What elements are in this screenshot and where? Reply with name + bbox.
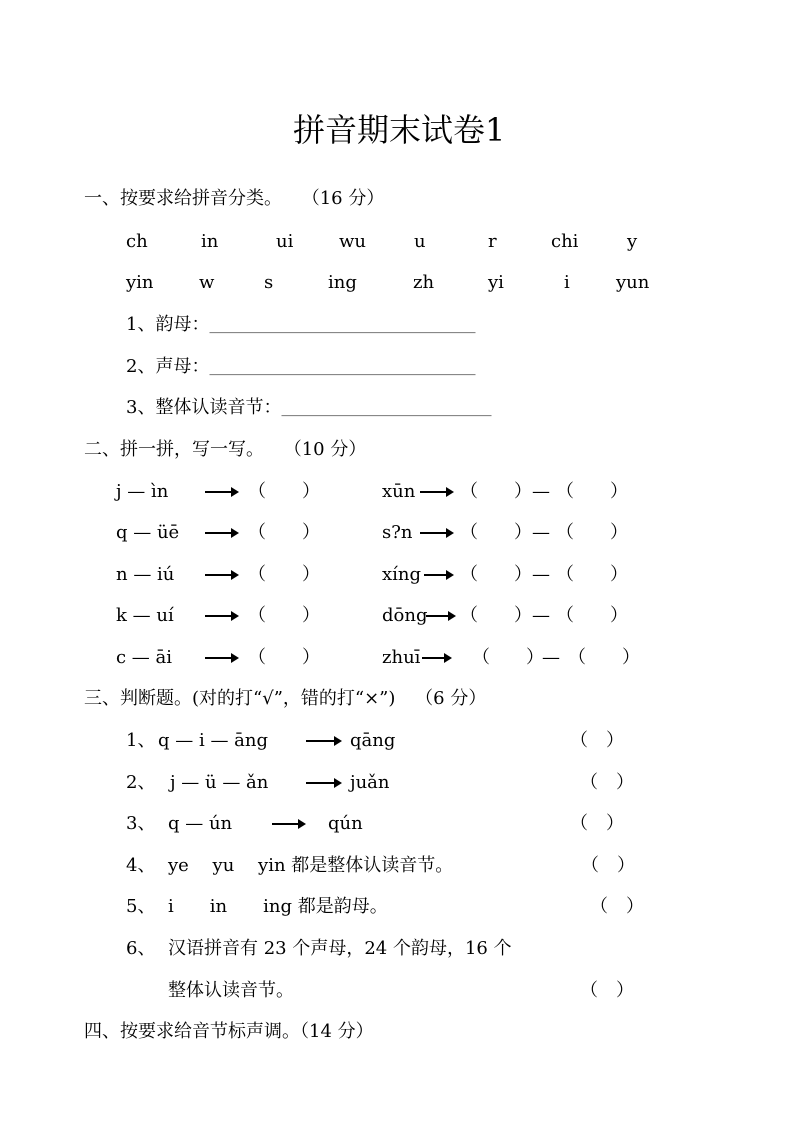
q3-whole-syllables (126, 397, 491, 420)
judge-text-cont: 整体认读音节。 (168, 980, 294, 1001)
judge-num: 4、 (126, 855, 156, 876)
spell-left-item: n — iú (116, 564, 175, 585)
judge-result: juǎn (350, 772, 390, 793)
dash: — (532, 481, 550, 502)
pinyin-item: in (201, 231, 219, 252)
pinyin-item: yun (616, 272, 650, 293)
spell-right-item: dōng (382, 605, 428, 626)
pinyin-item: r (488, 231, 497, 252)
answer-paren[interactable]: （ ） (472, 647, 544, 668)
answer-paren[interactable]: （ ） (248, 522, 320, 543)
arrow-icon (205, 568, 239, 582)
answer-paren[interactable]: （ ） (248, 481, 320, 502)
judge-num: 2、 (126, 772, 156, 793)
answer-paren[interactable]: （ ） (248, 647, 320, 668)
q1-answer-line[interactable]: ______________________________________ (209, 318, 476, 334)
arrow-icon (420, 526, 454, 540)
judge-result: qún (328, 813, 363, 834)
section-3-heading (84, 688, 486, 710)
pinyin-item: zh (413, 272, 435, 293)
pinyin-item: yi (488, 272, 504, 293)
judge-answer-paren[interactable]: （ ） (581, 855, 635, 876)
section-4-title: 四、按要求给音节标声调。 (84, 1021, 300, 1042)
judge-text: ye yu yin 都是整体认读音节。 (168, 855, 454, 876)
spell-left-item: j — ìn (116, 481, 169, 502)
judge-text: q — ún (168, 813, 233, 834)
arrow-icon (205, 609, 239, 623)
arrow-icon (306, 734, 342, 748)
judge-answer-paren[interactable]: （ ） (580, 772, 634, 793)
answer-paren[interactable]: （ ） (460, 605, 532, 626)
spell-right-item: s?n (382, 522, 413, 543)
section-2-heading (84, 439, 366, 461)
judge-answer-paren[interactable]: （ ） (590, 896, 644, 917)
judge-answer-paren[interactable]: （ ） (580, 980, 634, 1001)
answer-paren[interactable]: （ ） (460, 522, 532, 543)
section-1-score: （16 分） (301, 188, 385, 209)
arrow-icon (424, 568, 454, 582)
arrow-icon (205, 526, 239, 540)
judge-text: j — ü — ǎn (170, 772, 269, 793)
q3-label: 3、整体认读音节： (126, 397, 282, 418)
arrow-icon (420, 485, 454, 499)
arrow-icon (422, 651, 452, 665)
answer-paren[interactable]: （ ） (460, 564, 532, 585)
pinyin-item: i (564, 272, 570, 293)
pinyin-item: chi (551, 231, 579, 252)
spell-left-item: q — üē (116, 522, 180, 543)
q1-label: 1、韵母： (126, 314, 210, 335)
section-3-score: （6 分） (415, 688, 487, 709)
section-4-heading (84, 1021, 374, 1043)
answer-paren[interactable]: （ ） (556, 605, 628, 626)
section-1-title: 一、按要求给拼音分类。 (84, 188, 282, 209)
section-3-title: 三、判断题。(对的打“√”，错的打“×”) (84, 688, 396, 709)
arrow-icon (272, 817, 306, 831)
judge-answer-paren[interactable]: （ ） (570, 813, 624, 834)
pinyin-item: ch (126, 231, 148, 252)
judge-text: q — i — āng (158, 730, 269, 751)
dash: — (532, 522, 550, 543)
judge-text: 汉语拼音有 23 个声母，24 个韵母，16 个 (168, 938, 512, 959)
answer-paren[interactable]: （ ） (556, 522, 628, 543)
judge-answer-paren[interactable]: （ ） (570, 730, 624, 751)
pinyin-item: ui (276, 231, 294, 252)
answer-paren[interactable]: （ ） (568, 647, 640, 668)
judge-text: i in ing 都是韵母。 (168, 896, 388, 917)
section-4-score: （14 分） (300, 1021, 374, 1042)
arrow-icon (306, 776, 342, 790)
judge-num: 3、 (126, 813, 156, 834)
pinyin-item: u (414, 231, 426, 252)
arrow-icon (205, 651, 239, 665)
section-2-title: 二、拼一拼，写一写。 (84, 439, 264, 460)
pinyin-item: wu (339, 231, 366, 252)
answer-paren[interactable]: （ ） (248, 564, 320, 585)
judge-result: qāng (350, 730, 396, 751)
pinyin-item: s (264, 272, 274, 293)
spell-left-item: k — uí (116, 605, 174, 626)
q1-vowels (126, 314, 475, 337)
pinyin-item: yin (126, 272, 154, 293)
judge-num: 5、 (126, 896, 156, 917)
answer-paren[interactable]: （ ） (556, 564, 628, 585)
arrow-icon (426, 609, 456, 623)
answer-paren[interactable]: （ ） (248, 605, 320, 626)
section-2-score: （10 分） (283, 439, 367, 460)
dash: — (542, 647, 560, 668)
q2-answer-line[interactable]: ______________________________________ (209, 360, 476, 376)
answer-paren[interactable]: （ ） (556, 481, 628, 502)
section-1-heading (84, 188, 384, 210)
spell-left-item: c — āi (116, 647, 173, 668)
q2-initials (126, 356, 475, 379)
page-title: 拼音期末试卷1 (293, 111, 506, 149)
spell-right-item: xíng (382, 564, 422, 585)
pinyin-item: ing (328, 272, 357, 293)
spell-right-item: xūn (382, 481, 416, 502)
q2-label: 2、声母： (126, 356, 210, 377)
dash: — (532, 564, 550, 585)
pinyin-item: y (627, 231, 638, 252)
arrow-icon (205, 485, 239, 499)
judge-num: 6、 (126, 938, 156, 959)
answer-paren[interactable]: （ ） (460, 481, 532, 502)
q3-answer-line[interactable]: ______________________________ (281, 401, 492, 417)
dash: — (532, 605, 550, 626)
spell-right-item: zhuī (382, 647, 421, 668)
pinyin-item: w (199, 272, 215, 293)
judge-num: 1、 (126, 730, 156, 751)
